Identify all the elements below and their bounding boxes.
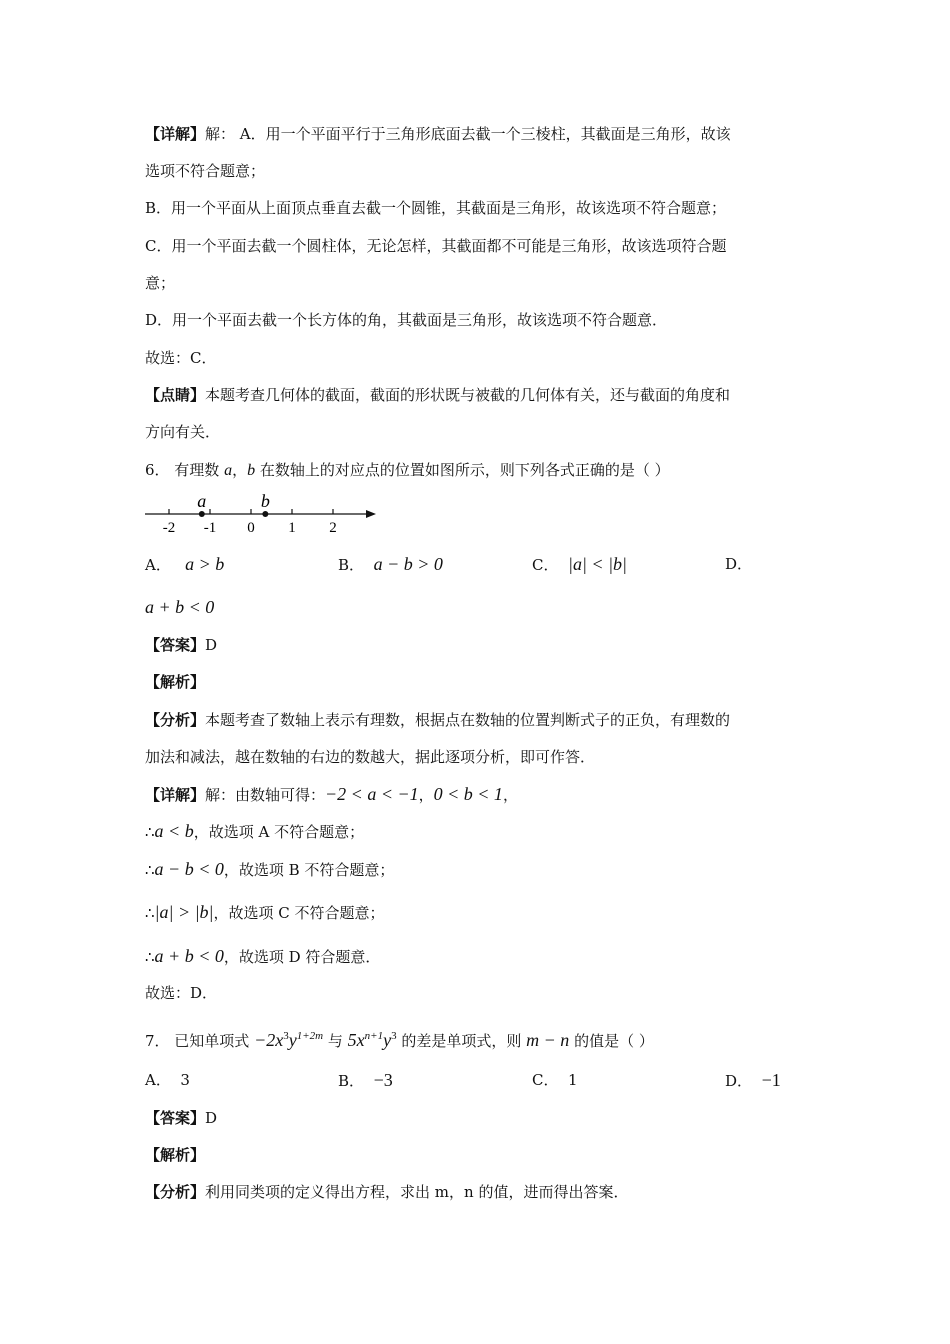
q7-analysis-head-tag: 【分析】: [145, 1183, 206, 1201]
therefore-symbol: ∴: [145, 948, 155, 966]
number-line-tick-label: -2: [162, 520, 176, 536]
number-line-point-a: [199, 511, 205, 517]
q7-stem-4: 的值是（ ）: [569, 1032, 654, 1050]
q6-detail-intro-text: 解：由数轴可得：: [205, 786, 326, 804]
q7-mono1-coef: −2x: [254, 1030, 284, 1050]
q5-comment-text: 本题考查几何体的截面，截面的形状既与被截的几何体有关，还与截面的角度和: [205, 386, 731, 404]
q6-analysis-head-tag: 【分析】: [145, 711, 206, 729]
q7-mono1-exp-y: 1+2m: [296, 1030, 324, 1042]
q6-answer-tag: 【答案】: [145, 636, 206, 654]
q7-mono2-coef: 5x: [347, 1030, 365, 1050]
q5-detail-line2: 选项不符合题意；: [145, 162, 266, 180]
q6-detail-range-b: 0 < b < 1: [433, 784, 503, 804]
q6-step2-text: ，故选项 B 不符合题意；: [223, 861, 395, 879]
q6-step3: [145, 902, 385, 923]
q6-var-b: b: [247, 462, 256, 479]
q7-answer: [145, 1108, 217, 1128]
q5-detail-tag: 【详解】: [145, 125, 206, 143]
therefore-symbol: ∴: [145, 823, 155, 841]
q5-detail-text: 解： A．用一个平面平行于三角形底面去截一个三棱柱，其截面是三角形，故该: [205, 125, 731, 143]
q6-analysis-text: 本题考查了数轴上表示有理数，根据点在数轴的位置判断式子的正负，有理数的: [205, 711, 731, 729]
q7-analysis-tag: 【解析】: [145, 1146, 206, 1164]
q7-analysis: [145, 1182, 628, 1202]
number-line-label-b: b: [260, 491, 270, 511]
q6-option-b-expr: a − b > 0: [373, 554, 443, 574]
q7-option-a[interactable]: [145, 1070, 190, 1090]
q7-option-c[interactable]: [532, 1070, 578, 1090]
q6-stem-post: 在数轴上的对应点的位置如图所示，则下列各式正确的是（ ）: [255, 461, 670, 479]
q6-var-a: a: [224, 462, 233, 479]
q7-monomial-2: [348, 1030, 397, 1050]
number-line-arrow: [366, 510, 376, 518]
q7-option-c-value: 1: [568, 1071, 578, 1089]
q7-answer-tag: 【答案】: [145, 1109, 206, 1127]
q7-target-expr: m − n: [526, 1030, 570, 1050]
q6-step2-expr: a − b < 0: [154, 859, 224, 879]
q6-option-d-expr-line: [145, 597, 214, 618]
q7-option-a-label: A．: [145, 1071, 171, 1089]
q5-comment-line2: 方向有关．: [145, 423, 221, 441]
number-line-point-b: [262, 511, 268, 517]
q6-option-a[interactable]: [145, 554, 224, 575]
q6-step3-text: ，故选项 C 不符合题意；: [213, 904, 385, 922]
q7-option-a-value: 3: [180, 1071, 190, 1089]
q6-detail-range-a: −2 < a < −1: [325, 784, 419, 804]
q5-option-c-detail-cont: 意；: [145, 274, 176, 292]
q5-comment-line1: [145, 385, 730, 405]
therefore-symbol: ∴: [145, 861, 155, 879]
q7-analysis-text: 利用同类项的定义得出方程，求出 m，n 的值，进而得出答案．: [205, 1183, 629, 1201]
q6-detail-end: ，: [502, 786, 518, 804]
q7-stem: [145, 1026, 654, 1051]
q6-step1: [145, 821, 364, 842]
q7-option-b[interactable]: [338, 1070, 393, 1091]
q6-option-b[interactable]: [338, 554, 443, 575]
number-line-tick-label: 2: [329, 520, 337, 536]
q5-option-c-detail: C．用一个平面去截一个圆柱体，无论怎样，其截面都不可能是三角形，故该选项符合题: [145, 237, 727, 255]
q7-mono1-y: y: [288, 1030, 297, 1050]
q6-step4: [145, 946, 380, 967]
q7-mono2-y: y: [383, 1030, 392, 1050]
q6-stem-pre: 6． 有理数: [145, 461, 225, 479]
q6-analysis-line1: [145, 710, 730, 730]
q6-option-a-label: A．: [145, 556, 171, 574]
q7-mono2-exp-x: n+1: [364, 1030, 384, 1042]
q7-answer-value: D: [205, 1109, 218, 1127]
q5-comment-tag: 【点睛】: [145, 386, 206, 404]
q6-answer-value: D: [205, 636, 218, 654]
q7-option-d-label: D．: [725, 1072, 753, 1090]
q6-step4-text: ，故选项 D 符合题意．: [223, 948, 381, 966]
q6-option-c-expr: |a| < |b|: [568, 554, 627, 574]
q6-stem: [145, 460, 670, 481]
q7-option-b-label: B．: [338, 1072, 365, 1090]
q6-option-a-expr: a > b: [185, 554, 225, 574]
q6-detail-intro: [145, 784, 518, 805]
q6-option-c[interactable]: [532, 554, 627, 575]
q5-option-d-detail: D．用一个平面去截一个长方体的角，其截面是三角形，故该选项不符合题意．: [145, 311, 668, 329]
q6-detail-tag: 【详解】: [145, 786, 206, 804]
q6-step3-expr: |a| > |b|: [154, 902, 214, 922]
q6-option-b-label: B．: [338, 556, 365, 574]
q7-stem-1: 7． 已知单项式: [145, 1032, 255, 1050]
q5-detail-line1: [145, 124, 731, 144]
q6-analysis-tag: 【解析】: [145, 673, 206, 691]
q7-mono2-exp-y: 3: [391, 1030, 397, 1042]
q6-step2: [145, 859, 394, 880]
q6-comma: ，: [232, 461, 248, 479]
q7-stem-2: 与: [323, 1032, 348, 1050]
q6-option-d-label: D．: [725, 555, 753, 573]
q7-stem-3: 的差是单项式，则: [396, 1032, 527, 1050]
number-line-tick-label: 1: [288, 520, 296, 536]
number-line-tick-label: 0: [247, 520, 255, 536]
q6-step1-expr: a < b: [154, 821, 194, 841]
q7-option-d[interactable]: [725, 1070, 781, 1091]
q6-number-line: [140, 488, 390, 538]
number-line-tick-label: -1: [203, 520, 217, 536]
q7-option-b-value: −3: [373, 1070, 393, 1090]
q6-analysis-line2: 加法和减法，越在数轴的右边的数越大，据此逐项分析，即可作答．: [145, 748, 596, 766]
q6-step1-text: ，故选项 A 不符合题意；: [193, 823, 365, 841]
q5-choose: 故选：C．: [145, 349, 217, 367]
q6-step4-expr: a + b < 0: [154, 946, 224, 966]
q5-option-b-detail: B．用一个平面从上面顶点垂直去截一个圆锥，其截面是三角形，故该选项不符合题意；: [145, 199, 727, 217]
number-line-label-a: a: [197, 491, 207, 511]
q6-answer: [145, 635, 217, 655]
q7-option-c-label: C．: [532, 1071, 559, 1089]
q6-option-c-label: C．: [532, 556, 559, 574]
q6-detail-sep: ，: [418, 786, 434, 804]
q7-option-d-value: −1: [761, 1070, 781, 1090]
q6-option-d-expr: a + b < 0: [145, 597, 215, 617]
q7-monomial-1: [254, 1030, 323, 1050]
q6-option-d[interactable]: [725, 554, 752, 574]
q7-mono1-exp-x: 3: [283, 1030, 289, 1042]
q6-choose: 故选：D．: [145, 984, 218, 1002]
therefore-symbol: ∴: [145, 904, 155, 922]
